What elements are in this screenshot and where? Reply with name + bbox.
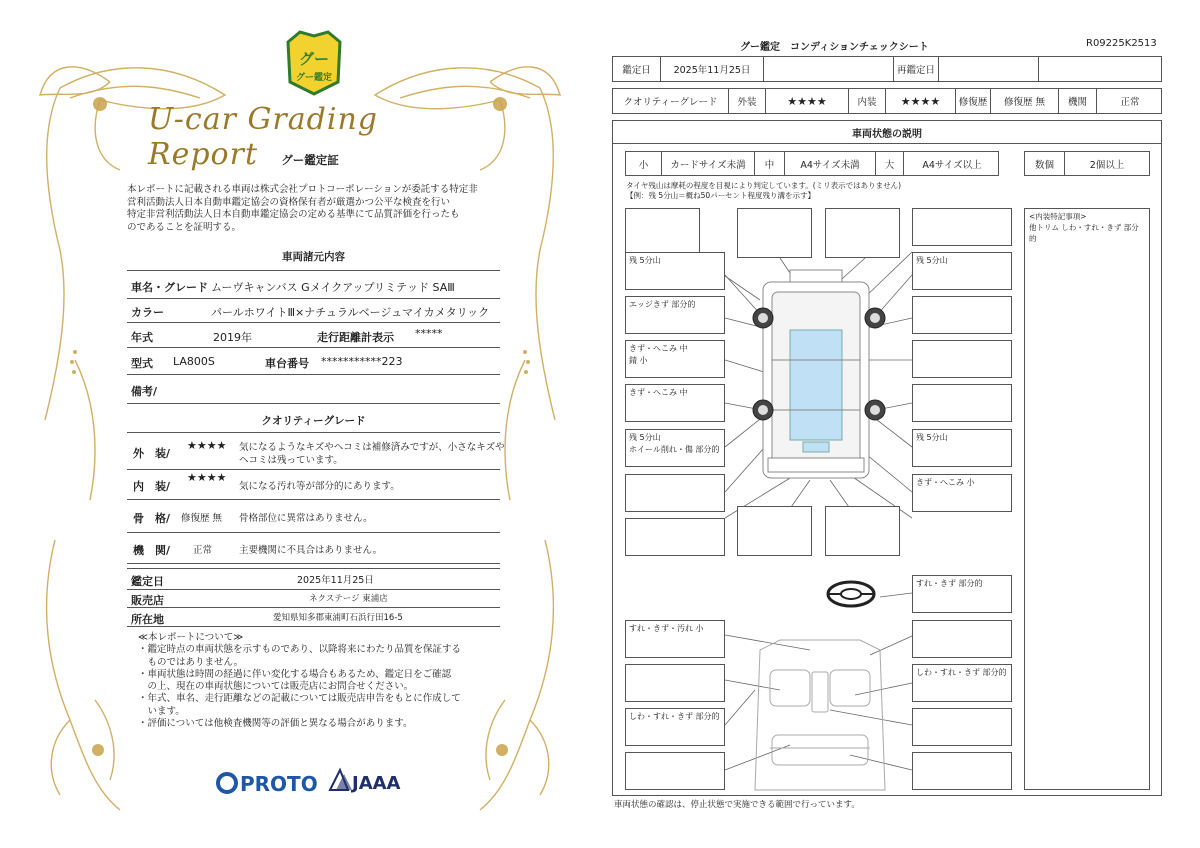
annotation-right-1 <box>912 296 1012 334</box>
certificate-heading: グー鑑定証 <box>281 153 339 167</box>
annotation-rl-tire: 残 5分山 ホイール削れ・傷 部分的 <box>625 429 725 467</box>
annotation-box-front <box>737 208 812 258</box>
annotation-right-3 <box>912 384 1012 422</box>
annotation-rear-1 <box>737 506 812 556</box>
count-legend: 数個 2個以上 <box>1024 151 1150 176</box>
quality-heading: クオリティーグレード <box>261 415 366 427</box>
quality-row-frame: 骨 格/ 修復歴 無 骨格部位に異常はありません。 <box>127 500 500 533</box>
annotation-seat-left-front <box>625 664 725 702</box>
interior-notes-panel: <内装特記事項> 他トリム しわ・すれ・きず 部分的 <box>1024 208 1150 790</box>
svg-text:グー鑑定: グー鑑定 <box>295 73 333 83</box>
spec-row-remarks: 備考/ <box>127 375 500 404</box>
annotation-steering: すれ・きず 部分的 <box>912 575 1012 613</box>
steering-wheel-icon <box>828 582 874 606</box>
spec-row-model: 型式 LA800S 車台番号 ***********223 <box>127 348 500 375</box>
spec-heading: 車両諸元内容 <box>282 251 345 263</box>
info-row-address: 所在地 愛知県知多郡東浦町石浜行田16-5 <box>127 608 500 627</box>
annotation-rear-left <box>625 474 725 512</box>
annotation-fl-tire: 残 5分山 <box>625 252 725 290</box>
annotation-seat-left: しわ・すれ・きず 部分的 <box>625 708 725 746</box>
annotation-seat-right: しわ・すれ・きず 部分的 <box>912 664 1012 702</box>
jaaa-logo: JAAA <box>352 773 401 794</box>
annotation-side-1: きず・へこみ 中 錆 小 <box>625 340 725 378</box>
svg-text:グー: グー <box>298 50 330 68</box>
sheet-date-row: 鑑定日 2025年11月25日 再鑑定日 <box>612 56 1162 82</box>
annotation-edge: エッジきず 部分的 <box>625 296 725 334</box>
size-legend: 小 カードサイズ未満 中 A4サイズ未満 大 A4サイズ以上 <box>625 151 999 176</box>
sheet-doc-id: R09225K2513 <box>1086 38 1157 49</box>
annotation-rear-left-2 <box>625 518 725 556</box>
annotation-seat-right-2 <box>912 708 1012 746</box>
annotation-dash: すれ・きず・汚れ 小 <box>625 620 725 658</box>
sheet-quality-row: クオリティーグレード 外装 ★★★★ 内装 ★★★★ 修復歴 修復歴 無 機関 正常 <box>612 88 1162 114</box>
spec-row-name: 車名・グレード ムーヴキャンバス Gメイクアップリミテッド SAⅢ <box>127 270 500 299</box>
report-notes: ≪本レポートについて≫ ・鑑定時点の車両状態を示すものであり、以降将来にわたり品質を保証する ものではありません。 ・車両状態は時間の経過に伴い変化する場合もあるため、鑑定日をご確認 の上、現在の車両状態については販売店にお問合せください。 ・年式、車名、走行距離などの記載については販売店申告をもとに作成して います。 ・評価については他検査機関等の評価と異なる場合があります。 <box>138 632 462 730</box>
tire-note-2: 【例：残 5分山＝概ね50パーセント程度残り溝を示す】 <box>626 191 816 200</box>
annotation-box-front-left <box>625 208 700 258</box>
annotation-rear-2 <box>825 506 900 556</box>
tire-note-1: タイヤ残山は摩耗の程度を目視により判定しています。(ミリ表示ではありません) <box>626 181 902 190</box>
info-row-date: 鑑定日 2025年11月25日 <box>127 568 500 590</box>
spec-row-year: 年式 2019年 走行距離計表示 ***** <box>127 323 500 348</box>
quality-row-exterior: 外 装/ ★★★★ 気になるようなキズやヘコミは補修済みですが、小さなキズや ヘコミは残っています。 <box>127 432 500 470</box>
spec-row-color: カラー パールホワイトⅢ×ナチュラルベージュマイカメタリック <box>127 298 500 323</box>
annotation-rear-seat-right <box>912 752 1012 790</box>
quality-row-engine: 機 関/ 正常 主要機関に不具合はありません。 <box>127 533 500 564</box>
annotation-rr-tire: 残 5分山 <box>912 429 1012 467</box>
annotation-rear-seat-left <box>625 752 725 790</box>
script-title: U-car Grading Report <box>148 102 378 172</box>
proto-logo: PROTO <box>240 772 318 796</box>
annotation-fr-tire: 残 5分山 <box>912 252 1012 290</box>
annotation-rear-right: きず・へこみ 小 <box>912 474 1012 512</box>
annotation-side-2: きず・へこみ 中 <box>625 384 725 422</box>
condition-heading: 車両状態の説明 <box>612 120 1162 144</box>
quality-row-interior: 内 装/ ★★★★ 気になる汚れ等が部分的にあります。 <box>127 469 500 500</box>
annotation-box-front-2 <box>825 208 900 258</box>
footer-note: 車両状態の確認は、停止状態で実施できる範囲で行っています。 <box>614 800 860 810</box>
info-row-dealer: 販売店 ネクステージ 東浦店 <box>127 589 500 608</box>
annotation-right-2 <box>912 340 1012 378</box>
sheet-title: グー鑑定 コンディションチェックシート <box>740 42 929 53</box>
annotation-dash-right <box>912 620 1012 658</box>
intro-text: 本レポートに記載される車両は株式会社プロトコーポレーションが委託する特定非 営利活動法人日本自動車鑑定協会の資格保有者が厳選かつ公平な検査を行い 特定非営利活動法人日本自動車鑑定協会の定める基準にて品質評価を行ったも のであることを証明する。 <box>127 184 478 233</box>
annotation-box-front-right <box>912 208 1012 246</box>
